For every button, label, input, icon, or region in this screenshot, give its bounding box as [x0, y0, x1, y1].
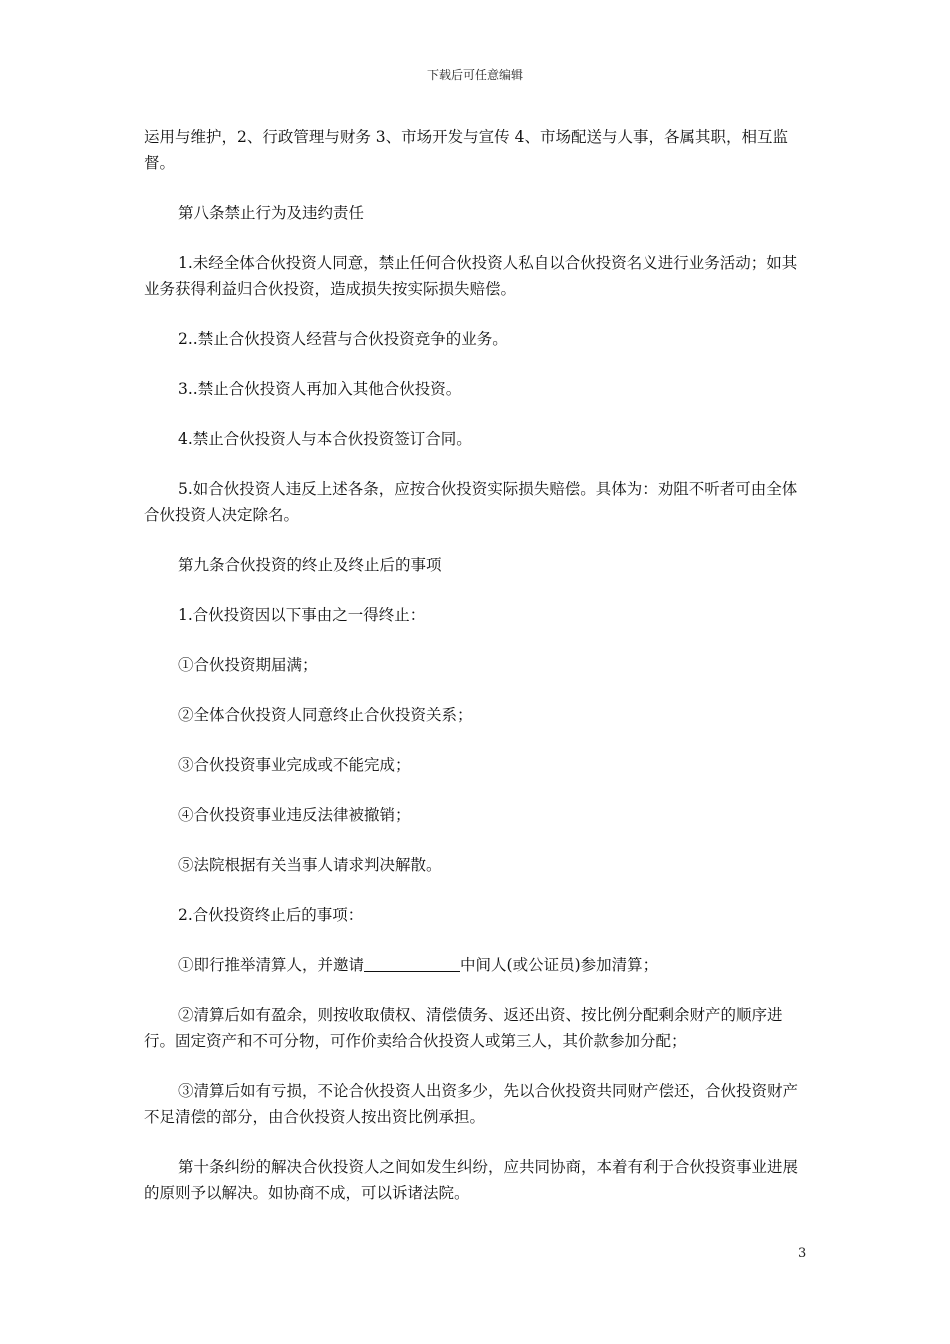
fill-in-blank	[364, 955, 460, 972]
post-termination-step-2: ②清算后如有盈余，则按收取债权、清偿债务、返还出资、按比例分配剩余财产的顺序进行。固定资产和不可分物，可作价卖给合伙投资人或第三人，其价款参加分配；	[144, 1006, 783, 1050]
termination-reason-2: ②全体合伙投资人同意终止合伙投资关系；	[178, 706, 473, 724]
step-1-text-before: ①即行推举清算人，并邀请	[178, 956, 365, 974]
termination-reason-5: ⑤法院根据有关当事人请求判决解散。	[178, 856, 442, 874]
article-10-paragraph: 第十条纠纷的解决合伙投资人之间如发生纠纷，应共同协商，本着有利于合伙投资事业进展的原则予以解决。如协商不成，可以诉诸法院。	[144, 1158, 799, 1202]
article-8-item-3: 3..禁止合伙投资人再加入其他合伙投资。	[178, 380, 462, 398]
page-number: 3	[798, 1246, 807, 1261]
article-9-item-1: 1.合伙投资因以下事由之一得终止：	[178, 606, 426, 624]
article-8-item-4: 4.禁止合伙投资人与本合伙投资签订合同。	[178, 430, 472, 448]
article-9-heading: 第九条合伙投资的终止及终止后的事项	[178, 556, 442, 574]
paragraph-continuation: 运用与维护，2、行政管理与财务 3、市场开发与宣传 4、市场配送与人事，各属其职，相互监督。	[144, 128, 788, 172]
step-1-text-after: 中间人(或公证员)参加清算；	[460, 956, 659, 974]
article-8-heading: 第八条禁止行为及违约责任	[178, 204, 365, 222]
termination-reason-3: ③合伙投资事业完成或不能完成；	[178, 756, 411, 774]
article-8-item-1: 1.未经全体合伙投资人同意，禁止任何合伙投资人私自以合伙投资名义进行业务活动；如其业务获得利益归合伙投资，造成损失按实际损失赔偿。	[144, 254, 798, 298]
page-header: 下载后可任意编辑	[426, 68, 523, 82]
article-8-item-5: 5.如合伙投资人违反上述各条，应按合伙投资实际损失赔偿。具体为：劝阻不听者可由全体合伙投资人决定除名。	[144, 480, 798, 524]
post-termination-step-1	[144, 952, 812, 978]
post-termination-step-3: ③清算后如有亏损，不论合伙投资人出资多少，先以合伙投资共同财产偿还，合伙投资财产不足清偿的部分，由合伙投资人按出资比例承担。	[144, 1082, 799, 1126]
termination-reason-4: ④合伙投资事业违反法律被撤销；	[178, 806, 411, 824]
article-8-item-2: 2..禁止合伙投资人经营与合伙投资竞争的业务。	[178, 330, 508, 348]
termination-reason-1: ①合伙投资期届满；	[178, 656, 318, 674]
document-body	[144, 124, 812, 1230]
article-9-item-2: 2.合伙投资终止后的事项：	[178, 906, 364, 924]
